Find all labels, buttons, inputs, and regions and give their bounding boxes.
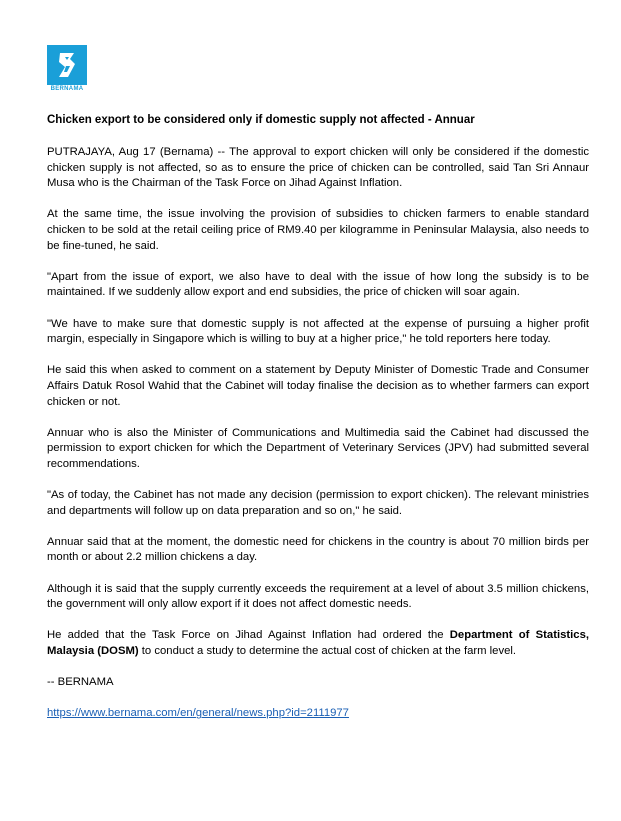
article-paragraph [47,628,589,659]
article-paragraph: "We have to make sure that domestic supply is not affected at the expense of pursuing a higher profit margin, especially in Singapore which is willing to buy at a higher price," he told reporters here today. [47,317,589,346]
source-link-line [47,706,589,722]
bernama-b-icon [47,45,87,85]
article-paragraph: "Apart from the issue of export, we also have to deal with the issue of how long the subsidy is to be maintained. If we suddenly allow export and end subsidies, the price of chicken will soar again. [47,270,589,299]
bernama-logo-wordmark: BERNAMA [50,86,84,92]
article-paragraph: Although it is said that the supply currently exceeds the requirement at a level of about 3.5 million chickens, the government will only allow export if it does not affect domestic needs. [47,582,589,611]
paragraph-text: to conduct a study to determine the actual cost of chicken at the farm level. [138,645,517,657]
article-paragraph: "As of today, the Cabinet has not made any decision (permission to export chicken). The relevant ministries and departments will follow up on data preparation and so on," he said. [47,489,589,517]
article-paragraph: At the same time, the issue involving the provision of subsidies to chicken farmers to enable standard chicken to be sold at the retail ceiling price of RM9.40 per kilogramme in Peninsular Malaysia, also needs to be fine-tuned, he said. [47,208,589,252]
article-paragraph: Annuar said that at the moment, the domestic need for chickens in the country is about 70 million birds per month or about 2.2 million chickens a day. [47,535,589,564]
bernama-logo-mark [47,45,87,85]
article-headline: Chicken export to be considered only if domestic supply not affected - Annuar [47,114,475,126]
article-body [47,145,589,738]
bernama-logo [47,45,87,92]
article-signoff: -- BERNAMA [47,676,114,689]
article-paragraph: PUTRAJAYA, Aug 17 (Bernama) -- The approval to export chicken will only be considered if the domestic chicken supply is not affected, so as to ensure the price of chicken can be controlled, said Tan Sri Annaur Musa who is the Chairman of the Task Force on Jihad Against Inflation. [47,146,589,190]
article-paragraph: He said this when asked to comment on a statement by Deputy Minister of Domestic Trade and Consumer Affairs Datuk Rosol Wahid that the Cabinet will today finalise the decision as to whether farmers can export chicken or not. [47,364,589,408]
article-paragraph: Annuar who is also the Minister of Communications and Multimedia said the Cabinet had discussed the permission to export chicken for which the Department of Veterinary Services (JPV) had submitted several recommendations. [47,426,589,470]
paragraph-text: He added that the Task Force on Jihad Against Inflation had ordered the [47,629,450,642]
dosm-bold-text: Department of Statistics, Malaysia (DOSM) [47,629,589,657]
source-link[interactable]: https://www.bernama.com/en/general/news.php?id=2111977 [47,707,349,720]
